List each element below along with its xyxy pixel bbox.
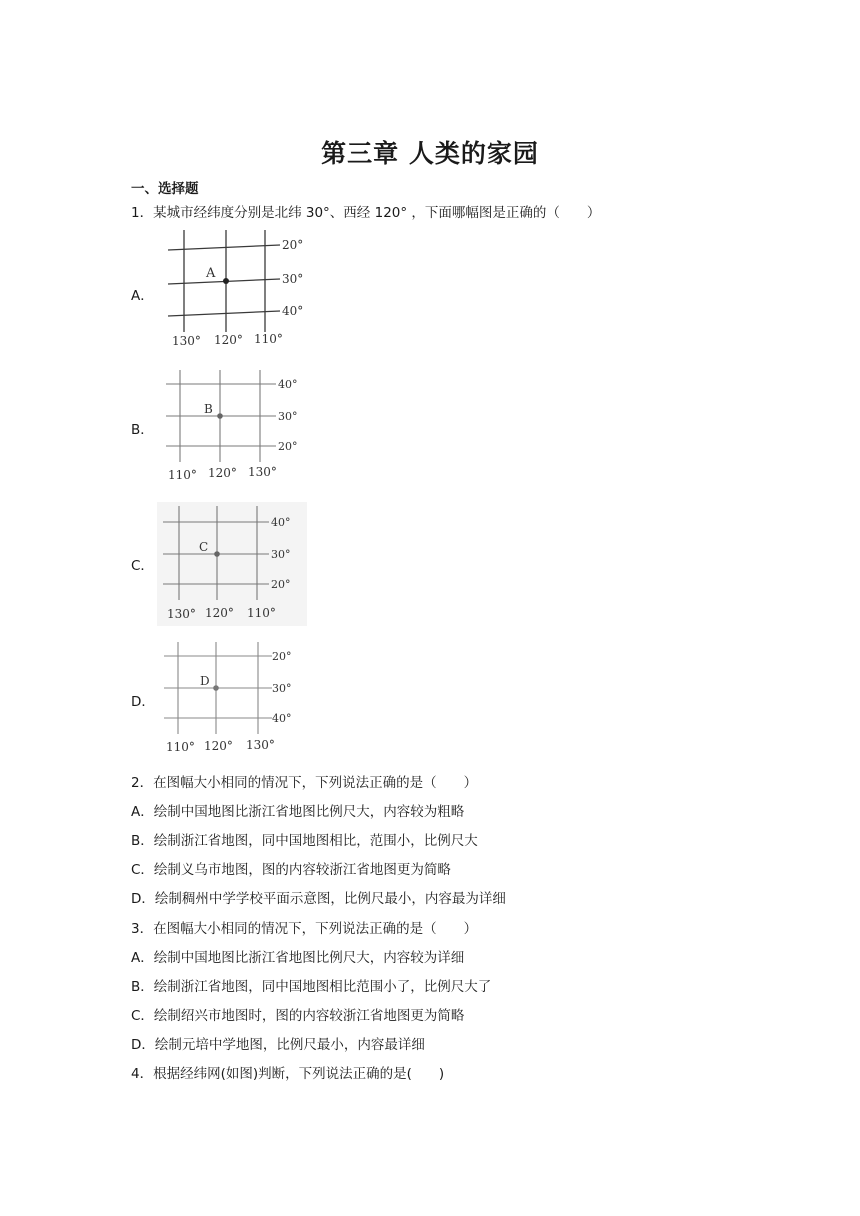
lat-label-c-3: 20° [271, 578, 291, 591]
lat-label-d-3: 40° [272, 712, 292, 725]
question-3-stem: 3．在图幅大小相同的情况下，下列说法正确的是（ ） [131, 921, 478, 937]
section-heading: 一、选择题 [131, 181, 199, 197]
question-4-stem: 4．根据经纬网(如图)判断，下列说法正确的是( ) [131, 1066, 445, 1082]
lon-label-d-2: 120° [204, 739, 233, 753]
lon-label-b-2: 120° [208, 466, 237, 480]
q3-option-a[interactable]: A．绘制中国地图比浙江省地图比例尺大，内容较为详细 [131, 950, 465, 966]
q1-option-a-grid[interactable] [162, 228, 312, 350]
lon-label-b-3: 130° [248, 465, 277, 479]
lon-label-a-2: 120° [214, 333, 243, 347]
q2-option-a[interactable]: A．绘制中国地图比浙江省地图比例尺大，内容较为粗略 [131, 804, 465, 820]
lat-label-b-1: 40° [278, 378, 298, 391]
q1-option-d-grid[interactable] [160, 640, 310, 760]
point-c-label: C [199, 540, 209, 554]
lat-label-c-1: 40° [271, 516, 291, 529]
lat-label-a-1: 20° [282, 238, 304, 252]
point-b-label: B [204, 402, 213, 416]
point-a-label: A [206, 266, 216, 281]
q3-option-d[interactable]: D．绘制元培中学地图，比例尺最小，内容最详细 [131, 1037, 425, 1053]
lon-label-d-3: 130° [246, 738, 275, 752]
lon-label-c-1: 130° [167, 607, 196, 621]
question-1-stem: 1．某城市经纬度分别是北纬 30°、西经 120° ，下面哪幅图是正确的（ ） [131, 205, 601, 221]
lat-label-d-2: 30° [272, 682, 292, 695]
lat-label-b-3: 20° [278, 440, 298, 453]
lat-label-d-1: 20° [272, 650, 292, 663]
point-d-marker [213, 685, 219, 691]
q2-option-d[interactable]: D．绘制稠州中学学校平面示意图，比例尺最小，内容最为详细 [131, 891, 506, 907]
q1-option-c-label[interactable]: C． [131, 558, 154, 574]
q3-option-b[interactable]: B．绘制浙江省地图，同中国地图相比范围小了，比例尺大了 [131, 979, 492, 995]
q3-option-c[interactable]: C．绘制绍兴市地图时，图的内容较浙江省地图更为简略 [131, 1008, 465, 1024]
point-b-marker [217, 413, 223, 419]
point-c-marker [214, 551, 220, 557]
lat-label-c-2: 30° [271, 548, 291, 561]
lon-label-a-3: 110° [254, 332, 283, 346]
lat-label-b-2: 30° [278, 410, 298, 423]
lon-label-d-1: 110° [166, 740, 195, 754]
lon-label-a-1: 130° [172, 334, 201, 348]
page-title: 第三章 人类的家园 [321, 139, 539, 168]
lat-label-a-2: 30° [282, 272, 304, 286]
point-d-label: D [200, 674, 210, 688]
lon-label-c-3: 110° [247, 606, 276, 620]
point-a-marker [223, 278, 229, 284]
q1-option-b-grid[interactable] [160, 366, 310, 486]
q1-option-a-label[interactable]: A． [131, 288, 154, 304]
lon-label-b-1: 110° [168, 468, 197, 482]
q1-option-b-label[interactable]: B． [131, 422, 154, 438]
q2-option-b[interactable]: B．绘制浙江省地图，同中国地图相比，范围小，比例尺大 [131, 833, 478, 849]
lat-label-a-3: 40° [282, 304, 304, 318]
q2-option-c[interactable]: C．绘制义乌市地图，图的内容较浙江省地图更为简略 [131, 862, 451, 878]
q1-option-c-grid[interactable] [157, 502, 307, 626]
lon-label-c-2: 120° [205, 606, 234, 620]
question-2-stem: 2．在图幅大小相同的情况下，下列说法正确的是（ ） [131, 775, 478, 791]
q1-option-d-label[interactable]: D． [131, 694, 155, 710]
